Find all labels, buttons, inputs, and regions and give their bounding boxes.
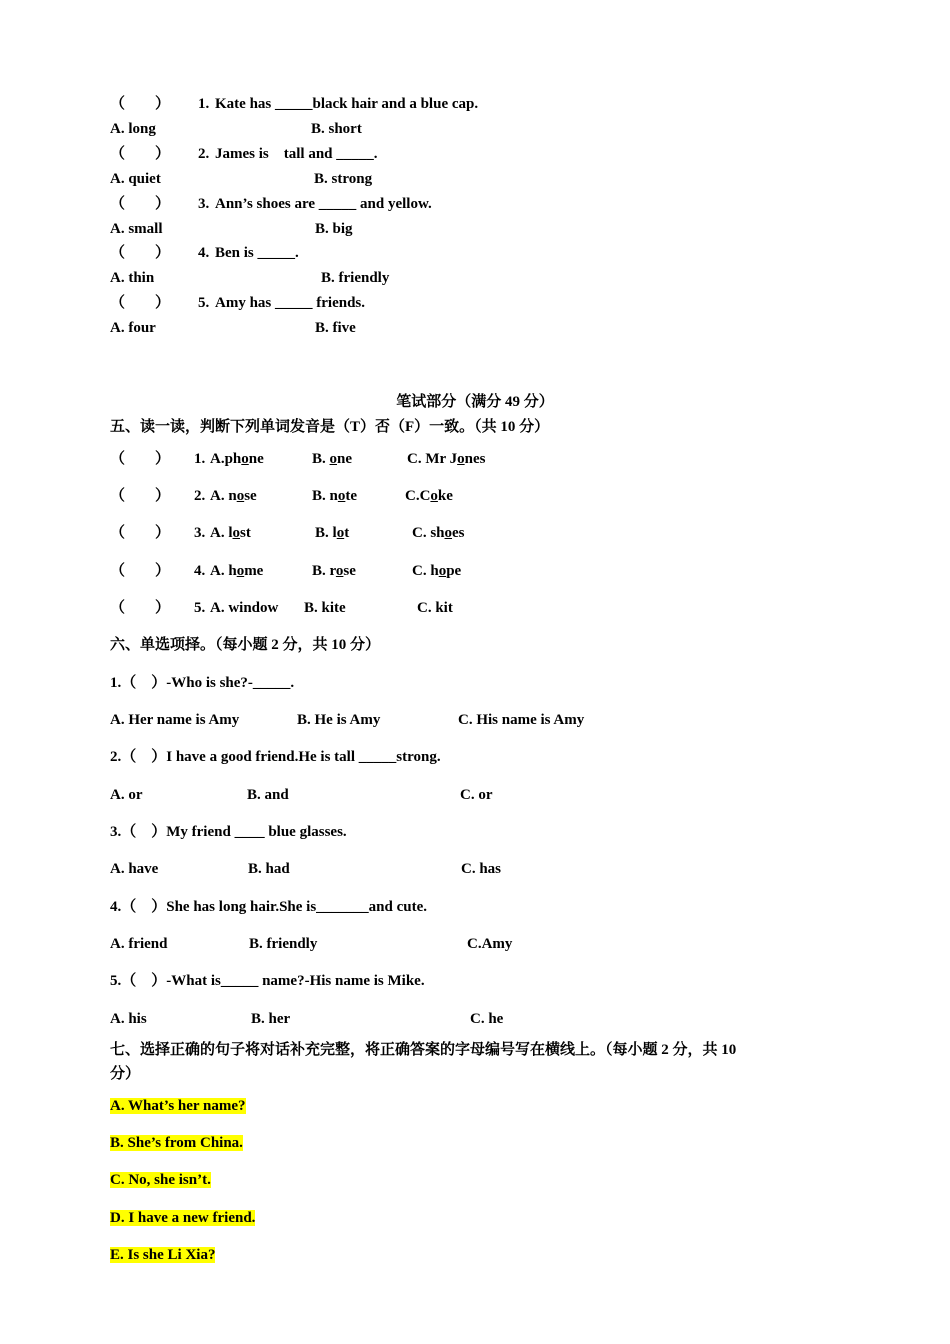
section7-option-c xyxy=(110,1170,211,1190)
option-a: A. small xyxy=(110,221,163,237)
option-a: A. home xyxy=(210,563,264,579)
question-text: James is tall and _____. xyxy=(215,146,378,162)
answer-paren: （ ） xyxy=(110,146,171,162)
question-text: Ben is _____. xyxy=(215,245,299,261)
section6-heading: 六、单选项择。（每小题 2 分，共 10 分） xyxy=(110,637,381,653)
option-c: C. Mr Jones xyxy=(407,451,486,467)
answer-paren: （ ） xyxy=(110,563,171,579)
section6-q4: 4.（ ）She has long hair.She is_______and cute. xyxy=(110,899,428,915)
option-text: E. Is she Li Xia? xyxy=(110,1247,216,1263)
option-c: C. or xyxy=(460,787,493,803)
option-a: A. four xyxy=(110,320,156,336)
option-text: D. I have a new friend. xyxy=(110,1210,256,1226)
option-c: C. has xyxy=(461,861,502,877)
option-a: A. lost xyxy=(210,525,251,541)
option-b: B. friendly xyxy=(321,270,390,286)
option-a: A. friend xyxy=(110,936,168,952)
question-number: 5. xyxy=(198,295,210,311)
option-a: A. nose xyxy=(210,488,257,504)
option-c: C. kit xyxy=(417,600,453,616)
section7-heading: 七、选择正确的句子将对话补充完整，将正确答案的字母编号写在横线上。（每小题 2 分，共 10 xyxy=(110,1042,737,1058)
section7-option-a xyxy=(110,1096,246,1116)
answer-paren: （ ） xyxy=(110,295,171,311)
section7-option-b xyxy=(110,1133,243,1153)
option-a: A. have xyxy=(110,861,159,877)
answer-paren: （ ） xyxy=(110,96,171,112)
option-b: B. rose xyxy=(312,563,356,579)
option-a: A. thin xyxy=(110,270,155,286)
section7-option-d xyxy=(110,1208,255,1228)
item-number: 5. xyxy=(194,600,206,616)
option-a: A.phone xyxy=(210,451,264,467)
option-c: C. hope xyxy=(412,563,462,579)
option-b: B. friendly xyxy=(249,936,318,952)
option-b: B. big xyxy=(315,221,353,237)
option-a: A. quiet xyxy=(110,171,161,187)
option-c: C.Amy xyxy=(467,936,513,952)
answer-paren: （ ） xyxy=(110,600,171,616)
option-b: B. one xyxy=(312,451,353,467)
option-c: C.Coke xyxy=(405,488,453,504)
answer-paren: （ ） xyxy=(110,488,171,504)
option-c: C. he xyxy=(470,1011,504,1027)
section6-q2: 2.（ ）I have a good friend.He is tall _____strong. xyxy=(110,749,441,765)
option-a: A. his xyxy=(110,1011,147,1027)
option-b: B. short xyxy=(311,121,362,137)
option-b: B. had xyxy=(248,861,290,877)
written-part-title: 笔试部分（满分 49 分） xyxy=(396,394,554,410)
option-text: C. No, she isn’t. xyxy=(110,1172,211,1188)
option-a: A. long xyxy=(110,121,156,137)
option-b: B. five xyxy=(315,320,356,336)
section6-q1: 1.（ ）-Who is she?-_____. xyxy=(110,675,295,691)
section7-option-e xyxy=(110,1245,215,1265)
option-b: B. strong xyxy=(314,171,373,187)
option-a: A. Her name is Amy xyxy=(110,712,240,728)
item-number: 2. xyxy=(194,488,206,504)
question-text: Amy has _____ friends. xyxy=(215,295,366,311)
option-b: B. kite xyxy=(304,600,346,616)
answer-paren: （ ） xyxy=(110,196,171,212)
question-number: 1. xyxy=(198,96,210,112)
option-c: C. His name is Amy xyxy=(458,712,585,728)
section7-heading-cont: 分） xyxy=(110,1066,141,1082)
item-number: 4. xyxy=(194,563,206,579)
option-a: A. window xyxy=(210,600,279,616)
item-number: 3. xyxy=(194,525,206,541)
option-b: B. He is Amy xyxy=(297,712,381,728)
option-b: B. her xyxy=(251,1011,291,1027)
option-b: B. note xyxy=(312,488,358,504)
section5-heading: 五、读一读，判断下列单词发音是（T）否（F）一致。（共 10 分） xyxy=(110,419,550,435)
option-a: A. or xyxy=(110,787,143,803)
question-number: 3. xyxy=(198,196,210,212)
answer-paren: （ ） xyxy=(110,451,171,467)
section6-q3: 3.（ ）My friend ____ blue glasses. xyxy=(110,824,347,840)
question-text: Ann’s shoes are _____ and yellow. xyxy=(215,196,432,212)
item-number: 1. xyxy=(194,451,206,467)
option-text: A. What’s her name? xyxy=(110,1098,246,1114)
option-b: B. and xyxy=(247,787,289,803)
section6-q5: 5.（ ）-What is_____ name?-His name is Mike. xyxy=(110,973,425,989)
question-number: 2. xyxy=(198,146,210,162)
option-text: B. She’s from China. xyxy=(110,1135,243,1151)
option-c: C. shoes xyxy=(412,525,465,541)
option-b: B. lot xyxy=(315,525,350,541)
answer-paren: （ ） xyxy=(110,245,171,261)
question-number: 4. xyxy=(198,245,210,261)
question-text: Kate has _____black hair and a blue cap. xyxy=(215,96,479,112)
answer-paren: （ ） xyxy=(110,525,171,541)
